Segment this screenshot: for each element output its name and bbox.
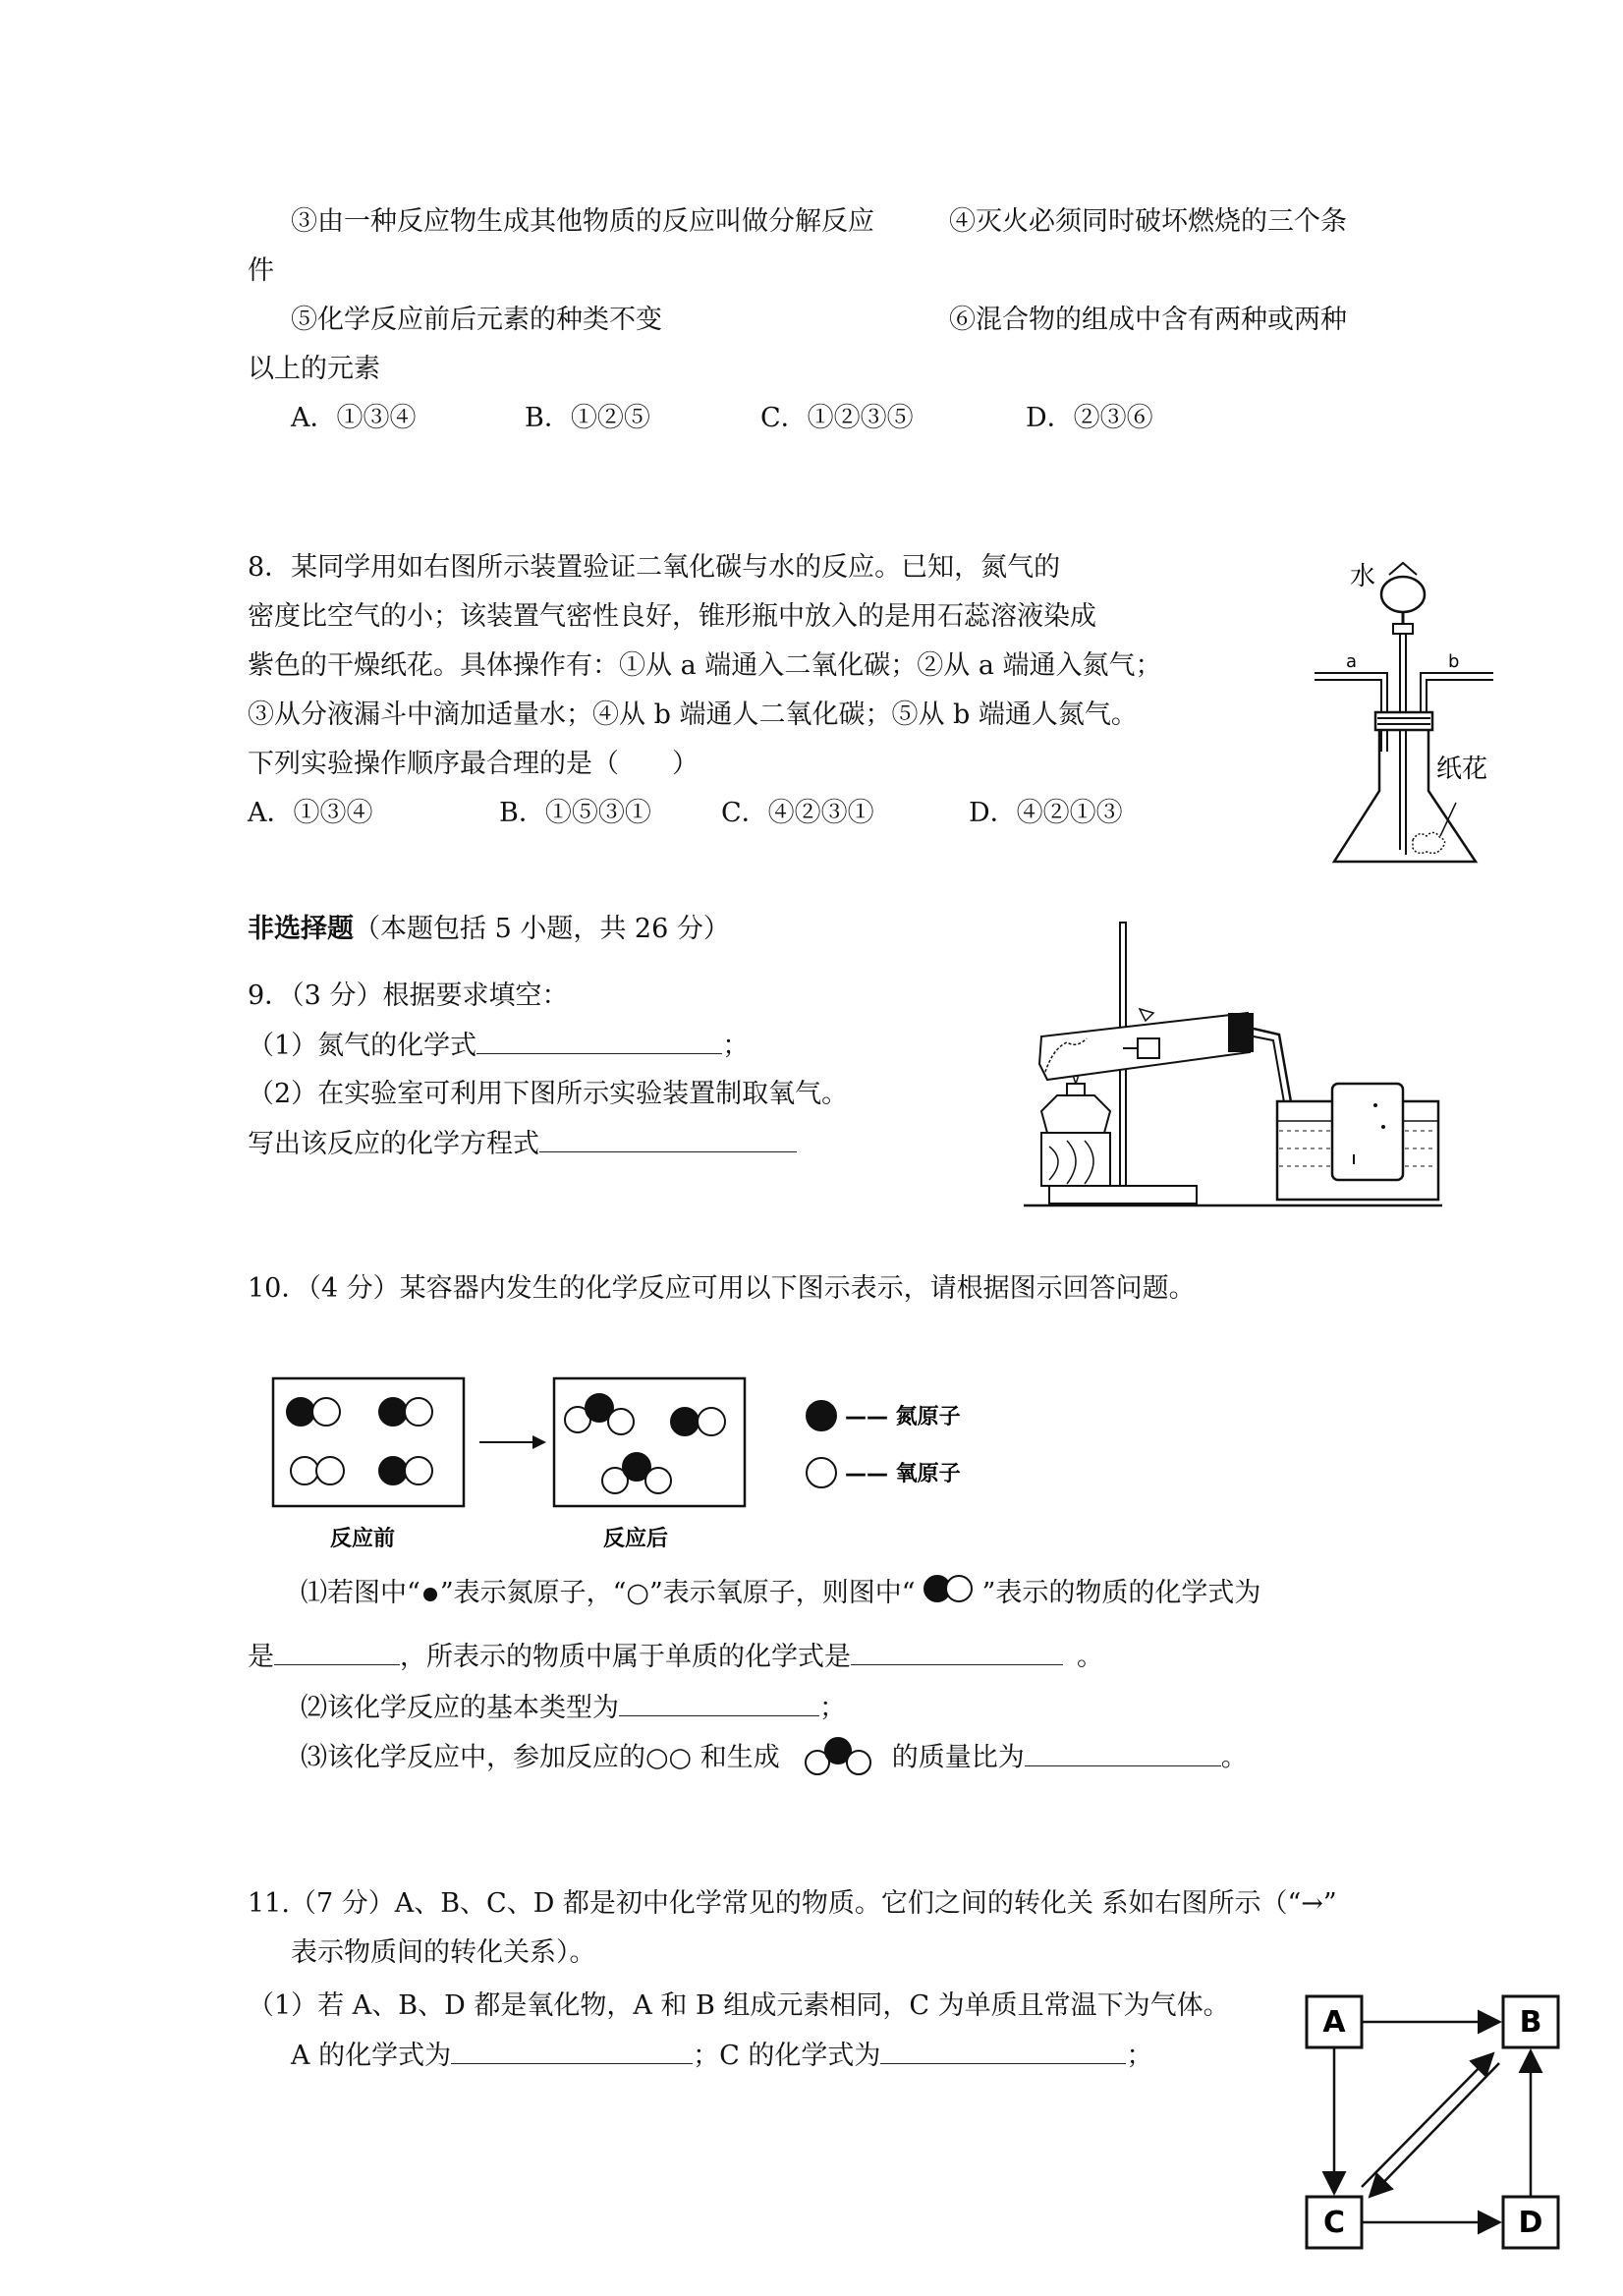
arrow-b-to-c xyxy=(1371,2063,1499,2195)
q11-part-1: （1）若 A、B、D 都是氧化物，A 和 B 组成元素相同，C 为单质且常温下为气体。 xyxy=(248,1990,1230,2021)
q10-s1-b: ”表示氮原子，“○”表示氧原子，则图中“ xyxy=(439,1578,916,1608)
label-before: 反应前 xyxy=(330,1527,396,1551)
label-paper-flower: 纸花 xyxy=(1436,755,1488,784)
q8-line-1: 8．某同学用如右图所示装置验证二氧化碳与水的反应。已知，氮气的 xyxy=(248,552,1061,583)
node-b: B xyxy=(1519,2005,1542,2040)
legend-nitrogen: —— 氮原子 xyxy=(845,1405,961,1429)
oxygen-preparation-apparatus-diagram xyxy=(1022,919,1444,1213)
q9-part-1-text: （1）氮气的化学式 xyxy=(248,1031,477,1061)
q10-s2-end: ； xyxy=(819,1693,846,1723)
molecule-no-icon xyxy=(922,1573,977,1604)
filled-atom-icon xyxy=(420,1585,440,1604)
label-a: a xyxy=(1346,651,1358,672)
q7-option-d[interactable]: D．②③⑥ xyxy=(1026,403,1153,433)
q9-part-1-blank[interactable] xyxy=(476,1028,722,1054)
q9-part-2b-text: 写出该反应的化学方程式 xyxy=(248,1129,539,1159)
q8-option-b[interactable]: B．①⑤③① xyxy=(499,798,651,828)
q11-title: 11.（7 分）A、B、C、D 都是初中化学常见的物质。它们之间的转化关 系如右图所示（“→” xyxy=(248,1888,1337,1919)
q10-s1-line2a: 是 xyxy=(248,1642,274,1672)
q8-line-5: 下列实验操作顺序最合理的是（ ） xyxy=(248,749,699,779)
q11-part-1b-b: ；C 的化学式为 xyxy=(693,2041,881,2071)
q10-sub-3 xyxy=(301,1739,1248,1778)
q10-mass-ratio-blank[interactable] xyxy=(1025,1740,1221,1766)
section-heading xyxy=(248,912,730,947)
oxygen-atom-icon xyxy=(807,1458,836,1487)
q10-sub-2 xyxy=(301,1690,846,1726)
q11-a-formula-blank[interactable] xyxy=(451,2038,693,2064)
q7-statement-4-cont: 件 xyxy=(248,255,274,286)
q10-s1-line2b: ，所表示的物质中属于单质的化学式是 xyxy=(400,1642,851,1672)
q11-title-2: 表示物质间的转化关系）。 xyxy=(291,1937,596,1968)
q11-part-1b xyxy=(291,2038,1152,2074)
q7-statement-3: ③由一种反应物生成其他物质的反应叫做分解反应 xyxy=(291,206,874,237)
q10-s3-a: ⑶该化学反应中，参加反应的○○ 和生成 xyxy=(301,1742,780,1773)
q9-part-2: （2）在实验室可利用下图所示实验装置制取氧气。 xyxy=(248,1079,849,1109)
q7-option-c[interactable]: C．①②③⑤ xyxy=(760,403,914,433)
q11-part-1b-a: A 的化学式为 xyxy=(291,2041,452,2071)
q9-part-1 xyxy=(248,1028,749,1064)
q10-s2-text: ⑵该化学反应的基本类型为 xyxy=(301,1693,619,1723)
molecule-no2-icon xyxy=(804,1737,872,1776)
q10-s3-end: 。 xyxy=(1220,1742,1248,1773)
q7-statement-6: ⑥混合物的组成中含有两种或两种 xyxy=(949,305,1347,335)
q11-part-1b-c: ； xyxy=(1126,2041,1153,2071)
q7-statement-6-cont: 以上的元素 xyxy=(248,354,380,384)
q7-statement-5: ⑤化学反应前后元素的种类不变 xyxy=(291,305,662,335)
q8-option-c[interactable]: C．④②③① xyxy=(721,798,874,828)
section-note: （本题包括 5 小题，共 26 分） xyxy=(354,914,730,944)
q10-s1-a: ⑴若图中“ xyxy=(301,1578,420,1608)
q10-element-blank[interactable] xyxy=(851,1639,1063,1665)
q10-reaction-type-blank[interactable] xyxy=(619,1690,819,1716)
co2-water-apparatus-diagram xyxy=(1307,545,1552,879)
q9-title: 9．（3 分）根据要求填空： xyxy=(248,980,569,1011)
label-b: b xyxy=(1448,651,1460,672)
q10-sub-1-line-2 xyxy=(248,1639,1103,1675)
q9-part-1-end: ； xyxy=(722,1031,750,1061)
q7-option-b[interactable]: B．①②⑤ xyxy=(525,403,650,433)
q10-formula-blank[interactable] xyxy=(274,1639,400,1665)
q8-option-a[interactable]: A．①③④ xyxy=(248,798,373,828)
q7-option-a[interactable]: A．①③④ xyxy=(291,403,417,433)
q8-line-4: ③从分液漏斗中滴加适量水；④从 b 端通人二氧化碳；⑤从 b 端通人氮气。 xyxy=(248,700,1138,730)
conversion-relationship-diagram xyxy=(1297,1985,1572,2260)
legend-oxygen: —— 氧原子 xyxy=(845,1462,961,1486)
label-water: 水 xyxy=(1350,562,1376,591)
q7-statement-4: ④灭火必须同时破坏燃烧的三个条 xyxy=(949,206,1347,237)
arrow-c-to-b xyxy=(1362,2055,1491,2187)
q10-s1-c: ”表示的物质的化学式为 xyxy=(981,1578,1261,1608)
q10-s3-b: 的质量比为 xyxy=(891,1742,1025,1773)
q8-line-3: 紫色的干燥纸花。具体操作有：①从 a 端通入二氧化碳；②从 a 端通入氮气； xyxy=(248,650,1162,681)
q8-line-2: 密度比空气的小；该装置气密性良好，锥形瓶中放入的是用石蕊溶液染成 xyxy=(248,601,1096,632)
node-d: D xyxy=(1518,2206,1543,2240)
reaction-particle-diagram xyxy=(265,1371,1012,1557)
node-a: A xyxy=(1322,2005,1346,2040)
q10-title: 10．（4 分）某容器内发生的化学反应可用以下图示表示，请根据图示回答问题。 xyxy=(248,1273,1196,1304)
node-c: C xyxy=(1322,2206,1346,2240)
q10-s1-line2c: 。 xyxy=(1077,1642,1103,1672)
q9-equation-blank[interactable] xyxy=(539,1126,797,1152)
label-after: 反应后 xyxy=(603,1527,669,1551)
nitrogen-atom-icon xyxy=(807,1401,836,1430)
q11-c-formula-blank[interactable] xyxy=(880,2038,1126,2064)
section-title: 非选择题 xyxy=(248,914,354,944)
q9-part-2b xyxy=(248,1126,797,1162)
q8-option-d[interactable]: D．④②①③ xyxy=(969,798,1123,828)
q10-sub-1 xyxy=(301,1576,1260,1611)
